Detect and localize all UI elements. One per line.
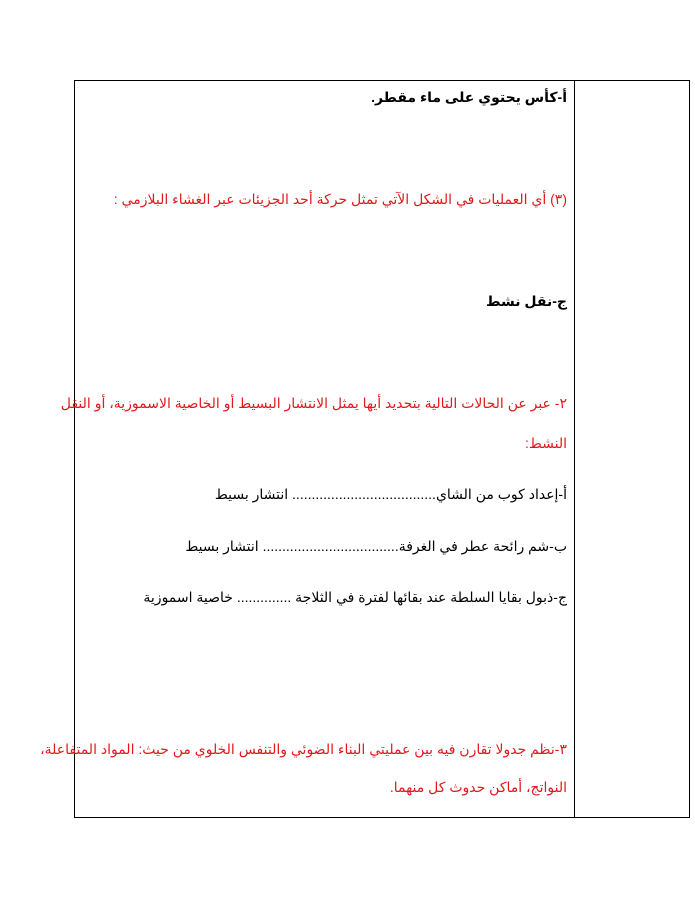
case-b-perfume: ب-شم رائحة عطر في الغرفة................................... انتشار بسيط (185, 538, 567, 554)
case-a-tea: أ-إعداد كوب من الشاي..................................... انتشار بسيط (214, 486, 567, 502)
question-2-line-1: ٢- عبر عن الحالات التالية بتحديد أيها يمثل الانتشار البسيط أو الخاصية الاسموزية، أو النقل (60, 395, 567, 411)
column-divider (574, 80, 575, 818)
question-process-membrane: (٣) أي العمليات في الشكل الآتي تمثل حركة أحد الجزيئات عبر الغشاء البلازمي : (113, 191, 567, 207)
case-c-salad: ج-ذبول بقايا السلطة عند بقائها لفترة في الثلاجة .............. خاصية اسموزية (143, 589, 567, 605)
question-3-line-2: النواتج، أماكن حدوث كل منهما. (389, 779, 567, 795)
answer-c-active-transport: ج-نقل نشط (486, 293, 567, 309)
question-3-line-1: ٣-نظم جدولا تقارن فيه بين عمليتي البناء الضوئي والتنفس الخلوي من حيث: المواد المتفاعلة، (40, 741, 567, 757)
answer-a-cup: أ-كأس يحتوي على ماء مقطر. (371, 89, 567, 105)
question-2-line-2: النشط: (524, 435, 567, 451)
